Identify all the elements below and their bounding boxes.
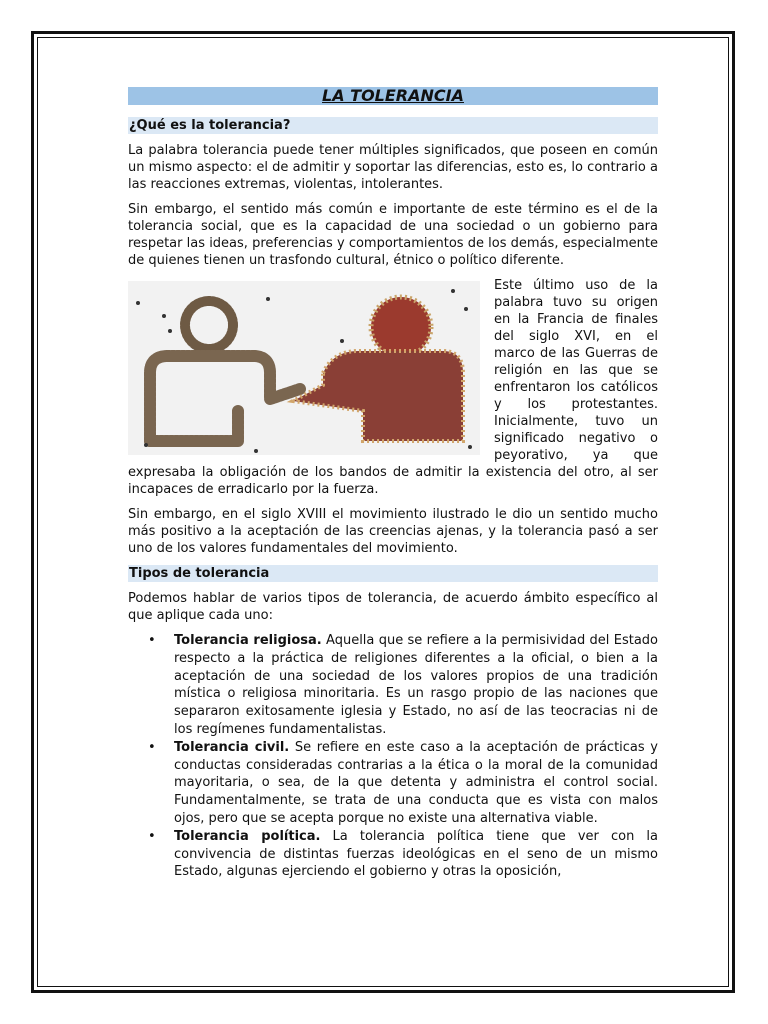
bullet-icon: • [148, 739, 156, 755]
section-heading-types: Tipos de tolerancia [128, 565, 658, 582]
crowd-handshake-image [128, 281, 480, 455]
list-item-political [128, 828, 658, 881]
description-political: La tolerancia política tiene que ver con la convivencia de distintas fuerzas ideológicas en el seno de un mismo Estado, algunas ejerciendo el gobierno y otras la oposición, [174, 828, 658, 880]
paragraph-types-intro: Podemos hablar de varios tipos de tolerancia, de acuerdo ámbito específico al que aplique cada uno: [128, 591, 658, 623]
term-political: Tolerancia política. [174, 828, 321, 844]
paragraph-origin: Este último uso de la palabra tuvo su origen en la Francia de finales del siglo XVI, en el marco de las Guerras de religión en las que se enfrentaron los católicos y los protestantes. Inicialmente, tuvo un significado negativo o peyorativo, ya que expresaba la obligación de los bandos de admitir la existencia del otro, al ser incapaces de erradicarlo por la fuerza. [128, 278, 658, 497]
bullet-icon: • [148, 633, 156, 648]
paragraph-social-tolerance: Sin embargo, el sentido más común e importante de este término es el de la tolerancia social, que es la capacidad de una sociedad o un gobierno para respetar las ideas, preferencias y comportamientos de los demás, especialmente de quienes tienen un trasfondo cultural, étnico o político diferente. [128, 202, 658, 268]
paragraph-definition: La palabra tolerancia puede tener múltiples significados, que poseen en común un mismo aspecto: el de admitir y soportar las diferencias, esto es, lo contrario a las reacciones extremas, violentas, intolerantes. [128, 143, 658, 192]
paragraph-enlightenment: Sin embargo, en el siglo XVIII el movimiento ilustrado le dio un sentido mucho más positivo a la aceptación de las creencias ajenas, y la tolerancia pasó a ser uno de los valores fundamentales del movimiento. [128, 507, 658, 556]
document-title: LA TOLERANCIA [128, 87, 658, 105]
term-civil: Tolerancia civil. [174, 739, 290, 755]
document-body [128, 87, 658, 881]
description-civil: Se refiere en este caso a la aceptación de prácticas y conductas consideradas contrarias a la ética o la moral de la comunidad mayoritaria, o sea, de la que detenta y administra el control social. Fundamentalmente, se trata de una conducta que es vista con malos ojos, pero que se acepta porque no existe una alternativa viable. [174, 739, 659, 826]
term-religious: Tolerancia religiosa. [174, 633, 322, 648]
bullet-icon: • [148, 828, 156, 844]
types-list [128, 632, 658, 881]
list-item-religious [128, 632, 658, 739]
section-heading-what-is: ¿Qué es la tolerancia? [128, 117, 658, 134]
description-religious: Aquella que se refiere a la permisividad del Estado respecto a la práctica de religiones diferentes a la oficial, o bien a la aceptación de una sociedad de los valores propios de una tradición mística o religiosa minoritaria. Es un rasgo propio de las naciones que separaron exitosamente iglesia y Estado, no así de las teocracias ni de los regímenes fundamentalistas. [174, 633, 658, 737]
list-item-civil [128, 739, 658, 828]
